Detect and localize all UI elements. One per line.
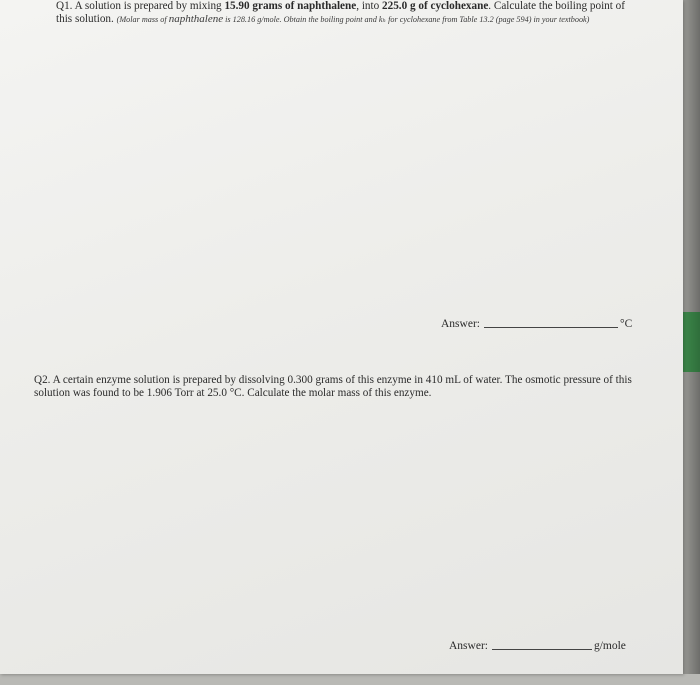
answer-2	[449, 640, 626, 652]
q1-note-naphthalene: naphthalene	[168, 13, 224, 25]
answer-1-label: Answer:	[441, 318, 480, 330]
q1-note	[117, 15, 590, 24]
question-1	[56, 0, 626, 26]
q1-note-rest: is 128.16 g/mole. Obtain the boiling point and kₕ for cyclohexane from Table 13.2 (page 594) in your textbook)	[223, 15, 590, 24]
q1-solvent-mass: 225.0 g of cyclohexane	[382, 0, 489, 12]
q1-note-open: (Molar mass of	[116, 15, 169, 24]
green-tab	[682, 312, 700, 372]
answer-1-unit: °C	[619, 318, 633, 330]
answer-2-blank[interactable]	[492, 649, 592, 650]
question-2: Q2. A certain enzyme solution is prepared by dissolving 0.300 grams of this enzyme in 410 mL of water. The osmotic pressure of this solution was found to be 1.906 Torr at 25.0 °C. Calculate the molar mass of this enzyme.	[34, 374, 632, 399]
answer-1	[441, 318, 632, 330]
q1-tail: . Calculate the boiling point of this solution.	[56, 0, 625, 25]
q1-solute-mass: 15.90 grams of naphthalene	[224, 0, 357, 12]
answer-2-label: Answer:	[449, 640, 488, 652]
q1-mid: , into	[356, 0, 383, 12]
answer-2-unit: g/mole	[593, 640, 626, 652]
bottom-strip	[0, 674, 700, 685]
answer-1-blank[interactable]	[484, 327, 618, 328]
q1-prefix: Q1. A solution is prepared by mixing	[56, 0, 225, 12]
